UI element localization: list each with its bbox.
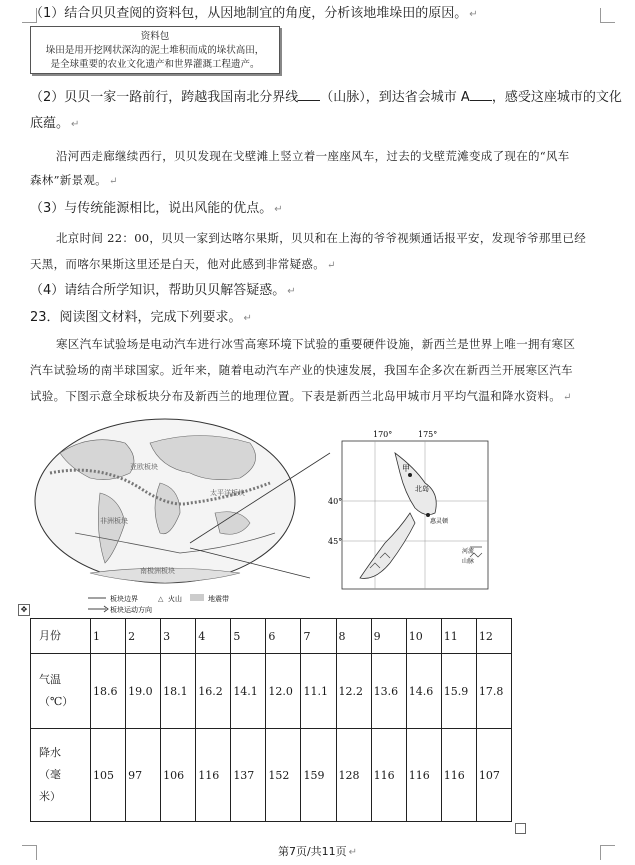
table-move-handle[interactable]: ✥ <box>18 604 30 616</box>
passage-wind-cont: 森林”新景观。 ↵ <box>30 173 118 187</box>
city-jia: 甲 <box>402 464 410 473</box>
month-cell: 4 <box>196 619 231 654</box>
month-cell: 10 <box>406 619 441 654</box>
header-precipitation: 降水 （毫 米） <box>31 729 91 822</box>
precip-cell: 128 <box>336 729 371 822</box>
temp-cell: 17.8 <box>476 654 511 729</box>
passage-time-cont: 天黑，而喀尔果斯这里还是白天，他对此感到非常疑惑。 ↵ <box>30 257 336 271</box>
svg-text:南极洲板块: 南极洲板块 <box>140 567 175 575</box>
precip-cell: 116 <box>406 729 441 822</box>
info-box-title: 资料包 <box>140 31 170 42</box>
svg-text:△: △ <box>158 595 164 603</box>
month-cell: 12 <box>476 619 511 654</box>
row-precipitation <box>31 729 512 822</box>
question-2-cont: 底蕴。 ↵ <box>30 116 80 131</box>
precip-cell: 159 <box>301 729 336 822</box>
month-cell: 2 <box>126 619 161 654</box>
question-23: 23．阅读图文材料，完成下列要求。 ↵ <box>30 310 252 325</box>
table-resize-handle[interactable] <box>515 823 526 834</box>
nz-inset <box>342 441 488 589</box>
climate-table <box>30 618 512 822</box>
precip-cell: 107 <box>476 729 511 822</box>
month-cell: 11 <box>441 619 476 654</box>
page-footer: 第7页/共11页 ↵ <box>277 845 358 858</box>
month-cell: 3 <box>161 619 196 654</box>
lat-40: 40° <box>328 497 343 506</box>
precip-cell: 105 <box>91 729 126 822</box>
month-cell: 7 <box>301 619 336 654</box>
temp-cell: 14.6 <box>406 654 441 729</box>
temp-cell: 12.0 <box>266 654 301 729</box>
temp-cell: 18.6 <box>91 654 126 729</box>
passage-wind: 沿河西走廊继续西行，贝贝发现在戈壁滩上竖立着一座座风车，过去的戈壁荒滩变成了现在的“风车 <box>56 149 570 163</box>
row-month <box>31 619 512 654</box>
legend-river: 河流 <box>462 548 475 555</box>
header-temperature: 气温 （℃） <box>31 654 91 729</box>
question-3: （3）与传统能源相比，说出风能的优点。 ↵ <box>30 201 283 216</box>
svg-text:亚欧板块: 亚欧板块 <box>130 463 158 471</box>
passage-cold-test-3: 试验。下图示意全球板块分布及新西兰的地理位置。下表是新西兰北岛甲城市月平均气温和降水资料。 ↵ <box>30 389 572 403</box>
info-box-line-1: 垛田是用开挖网状深沟的泥土堆积而成的垛状高田， <box>45 45 265 56</box>
question-4: （4）请结合所学知识，帮助贝贝解答疑惑。 ↵ <box>30 283 296 298</box>
precip-cell: 106 <box>161 729 196 822</box>
info-box-line-2: 是全球重要的农业文化遗产和世界灌溉工程遗产。 <box>50 59 260 70</box>
temp-cell: 11.1 <box>301 654 336 729</box>
temp-cell: 15.9 <box>441 654 476 729</box>
month-cell: 6 <box>266 619 301 654</box>
north-island-label: 北岛 <box>415 485 429 493</box>
lon-170: 170° <box>373 430 393 439</box>
month-cell: 8 <box>336 619 371 654</box>
header-month: 月份 <box>31 619 91 654</box>
temp-cell: 18.1 <box>161 654 196 729</box>
legend-volcano: 火山 <box>168 595 182 603</box>
info-box <box>30 26 280 74</box>
legend-quake: 地震带 <box>208 595 229 603</box>
question-1: （1）结合贝贝查阅的资料包，从因地制宜的角度，分析该地堆垛田的原因。 ↵ <box>30 6 478 21</box>
lat-45: 45° <box>328 537 343 546</box>
lon-175: 175° <box>418 430 438 439</box>
legend-motion: 板块运动方向 <box>110 606 152 613</box>
svg-text:非洲板块: 非洲板块 <box>100 517 128 525</box>
blank-mountain[interactable] <box>298 88 320 101</box>
precip-cell: 116 <box>371 729 406 822</box>
precip-cell: 137 <box>231 729 266 822</box>
precip-cell: 116 <box>196 729 231 822</box>
precip-cell: 97 <box>126 729 161 822</box>
wellington-label: 惠灵顿 <box>430 518 449 525</box>
legend-mountain: 山脉 <box>462 558 475 565</box>
passage-cold-test: 寒区汽车试验场是电动汽车进行冰雪高寒环境下试验的重要硬件设施，新西兰是世界上唯一拥有寒区 <box>56 337 576 351</box>
legend-boundary: 板块边界 <box>110 595 138 603</box>
month-cell: 5 <box>231 619 266 654</box>
passage-time: 北京时间 22：00，贝贝一家到达喀尔果斯，贝贝和在上海的爷爷视频通话报平安，发现爷爷那里已经 <box>56 231 587 245</box>
precip-cell: 152 <box>266 729 301 822</box>
temp-cell: 12.2 <box>336 654 371 729</box>
map-svg <box>30 413 510 613</box>
month-cell: 1 <box>91 619 126 654</box>
temp-cell: 19.0 <box>126 654 161 729</box>
temp-cell: 16.2 <box>196 654 231 729</box>
temp-cell: 14.1 <box>231 654 266 729</box>
blank-city[interactable] <box>470 88 492 101</box>
question-2: （2）贝贝一家一路前行，跨越我国南北分界线 （山脉），到达省会城市 A ，感受这座城市的文化 <box>30 90 622 105</box>
svg-text:太平洋板块: 太平洋板块 <box>210 489 245 497</box>
passage-cold-test-2: 汽车试验场的南半球国家。近年来，随着电动汽车产业的快速发展，我国车企多次在新西兰开展寒区汽车 <box>30 363 573 377</box>
row-temperature <box>31 654 512 729</box>
month-cell: 9 <box>371 619 406 654</box>
temp-cell: 13.6 <box>371 654 406 729</box>
precip-cell: 116 <box>441 729 476 822</box>
map-figure <box>30 413 510 613</box>
